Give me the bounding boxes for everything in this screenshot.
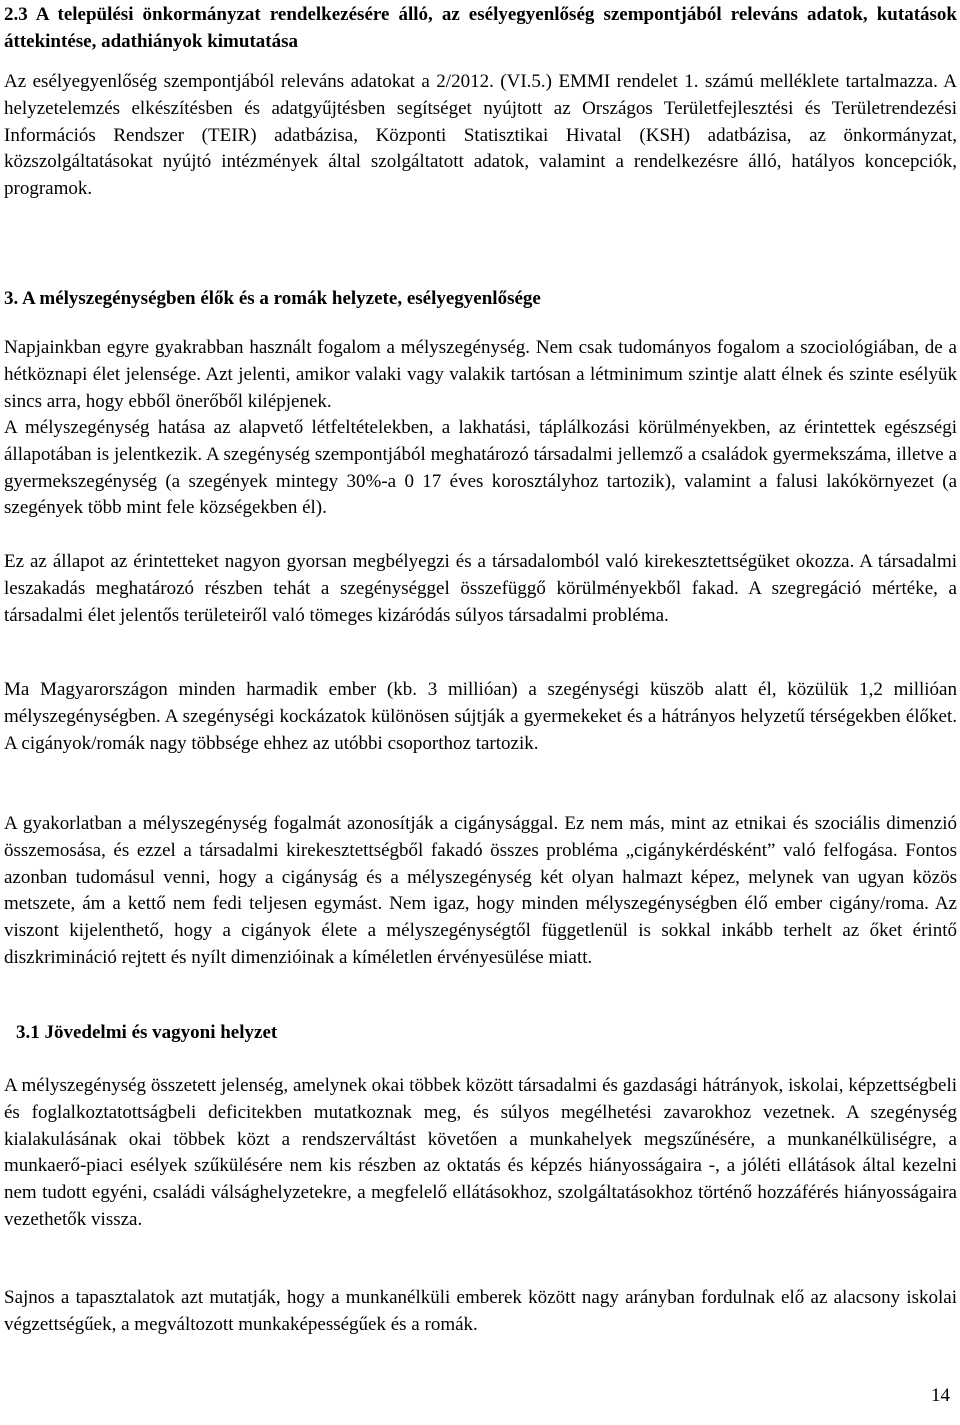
section-3-1-paragraph-2: Sajnos a tapasztalatok azt mutatják, hogy a munkanélküli emberek között nagy arányban fordulnak elő az alacsony iskolai végzettségűek, a megváltozott munkaképességűek és a romák.: [4, 1287, 957, 1335]
section-2-3-heading: 2.3 A települési önkormányzat rendelkezésére álló, az esélyegyenlőség szempontjából releváns adatok, kutatások áttekintése, adathiányok kimutatása: [4, 4, 957, 52]
page-number: 14: [931, 1385, 950, 1406]
section-3-paragraph-2: A mélyszegénység hatása az alapvető létfeltételekben, a lakhatási, táplálkozási körülményekben, az érintettek egészségi állapotában is jelentkezik. A szegénység szempontjából meghatározó társadalmi jellemző a családok gyermekszáma, illetve a gyermekszegénység (a szegények mintegy 30%-a 0 17 éves korosztályhoz tartozik), valamint a falusi lakókörnyezet (a szegények több mint fele községekben él).: [4, 417, 957, 519]
section-3-paragraph-1: Napjainkban egyre gyakrabban használt fogalom a mélyszegénység. Nem csak tudományos fogalom a szociológiában, de a hétköznapi élet jelensége. Azt jelenti, amikor valaki vagy valakik tartósan a létminimum szintje alatt élnek és szinte esélyük sincs arra, hogy ebből önerőből kilépjenek.: [4, 337, 957, 412]
section-3-paragraph-3: Ez az állapot az érintetteket nagyon gyorsan megbélyegzi és a társadalomból való kirekesztettségüket okozza. A társadalmi leszakadás meghatározó részben tehát a szegénységgel összefüggő körülményekből fakad. A szegregáció mértéke, a társadalmi élet jelentős területeiről való tömeges kizáródás súlyos társadalmi probléma.: [4, 551, 957, 626]
section-3-1-heading: 3.1 Jövedelmi és vagyoni helyzet: [16, 1022, 278, 1043]
section-3-paragraph-4: Ma Magyarországon minden harmadik ember (kb. 3 millióan) a szegénységi küszöb alatt él, közülük 1,2 millióan mélyszegénységben. A szegénységi kockázatok különösen sújtják a gyermekeket és a hátrányos helyzetű térségekben élőket. A cigányok/romák nagy többsége ehhez az utóbbi csoporthoz tartozik.: [4, 679, 957, 754]
section-3-heading: 3. A mélyszegénységben élők és a romák helyzete, esélyegyenlősége: [4, 288, 541, 309]
section-2-3-paragraph: Az esélyegyenlőség szempontjából releváns adatokat a 2/2012. (VI.5.) EMMI rendelet 1. számú melléklete tartalmazza. A helyzetelemzés elkészítésben és adatgyűjtésben segítséget nyújtott az Országos Területfejlesztési és Területrendezési Információs Rendszer (TEIR) adatbázisa, Központi Statisztikai Hivatal (KSH) adatbázisa, az önkormányzat, közszolgáltatásokat nyújtó intézmények által szolgáltatott adatok, valamint a rendelkezésre álló, hatályos koncepciók, programok.: [4, 71, 957, 200]
section-3-paragraph-5: A gyakorlatban a mélyszegénység fogalmát azonosítják a cigánysággal. Ez nem más, mint az etnikai és szociális dimenzió összemosása, és ezzel a társadalmi kirekesztettségből fakadó összes probléma „cigánykérdésként” való felfogása. Fontos azonban tudomásul venni, hogy a cigányság és a mélyszegénység két olyan halmazt képez, melynek van ugyan közös metszete, ám a kettő nem fedi teljesen egymást. Nem igaz, hogy minden mélyszegénységben élő ember cigány/roma. Az viszont kijelenthető, hogy a cigányok élete a mélyszegénységtől függetlenül is sokkal inkább terhelt az őket érintő diszkrimináció rejtett és nyílt dimenzióinak a kíméletlen érvényesülése miatt.: [4, 813, 957, 968]
section-3-1-paragraph-1: A mélyszegénység összetett jelenség, amelynek okai többek között társadalmi és gazdasági hátrányok, iskolai, képzettségbeli és foglalkoztatottságbeli deficitekben mutatkoznak meg, és súlyos megélhetési zavarokhoz vezetnek. A szegénység kialakulásának okai többek közt a rendszerváltást követően a munkahelyek megszűnésére, a munkanélküliségre, a munkaerő-piaci esélyek szűkülésére nem kis részben az oktatás és képzés hiányosságaira -, a jóléti ellátások által kezelni nem tudott egyéni, családi válsághelyzetekre, a megfelelő ellátásokhoz, szolgáltatásokhoz történő hozzáférés hiányosságaira vezethetők vissza.: [4, 1075, 957, 1230]
